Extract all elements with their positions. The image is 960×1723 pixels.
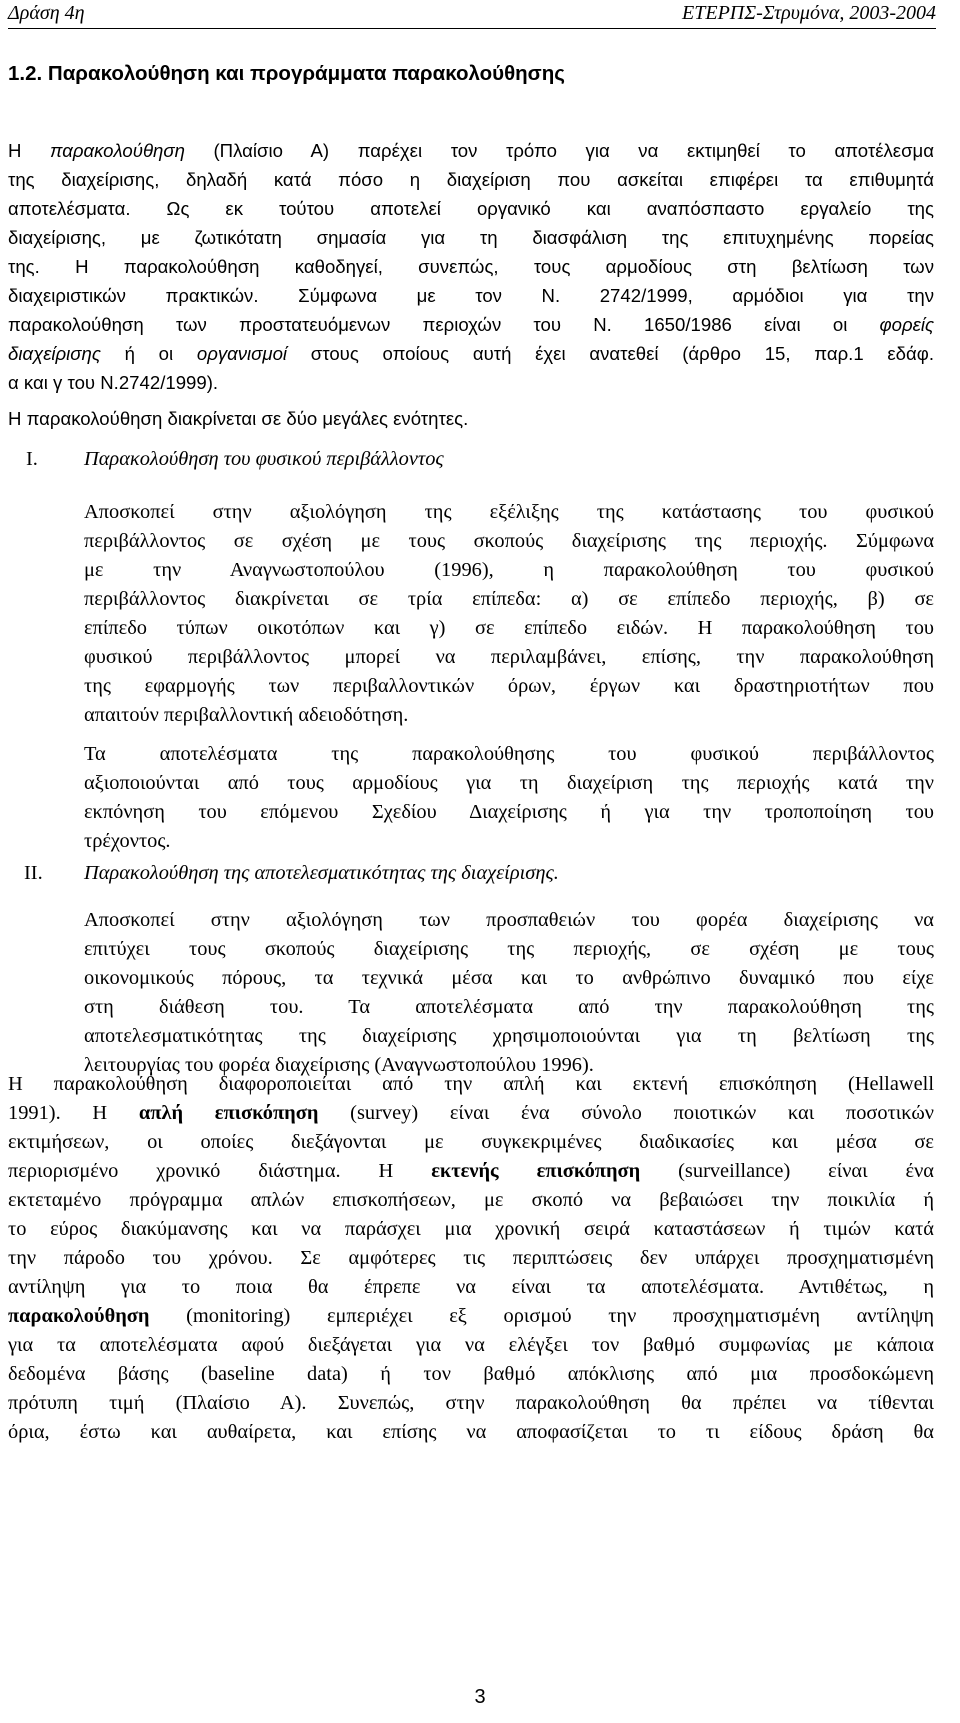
division-sentence <box>8 404 934 433</box>
text-line: της εφαρμογής των περιβαλλοντικών όρων, έργων και δραστηριοτήτων που <box>84 675 934 697</box>
header-left-text: Δράση 4η <box>8 2 85 24</box>
page-number: 3 <box>474 1686 486 1708</box>
intro-paragraph <box>8 136 934 397</box>
text-line <box>8 1302 934 1331</box>
text-line <box>8 310 934 339</box>
text-run: Η <box>8 140 51 161</box>
text-line <box>8 1389 934 1418</box>
text-line <box>8 1186 934 1215</box>
text-line: με την Αναγνωστοπούλου (1996), η παρακολούθηση του φυσικού <box>84 559 934 581</box>
running-header <box>8 0 936 29</box>
header-right-text: ΕΤΕΡΠΣ-Στρυμόνα, 2003-2004 <box>682 2 936 24</box>
text-run: διαχειριστικών πρακτικών. Σύμφωνα με τον Ν. 2742/1999, αρμόδιοι για την <box>8 285 934 306</box>
text-line <box>8 1273 934 1302</box>
text-line: στη διάθεση του. Τα αποτελέσματα από την παρακολούθηση της <box>84 996 934 1018</box>
text-line: επίπεδο τύπων οικοτόπων και γ) σε επίπεδο ειδών. Η παρακολούθηση του <box>84 617 934 639</box>
text-run: εκτιμήσεων, οι οποίες διεξάγονται με συγκεκριμένες διαδικασίες και μέσα σε <box>8 1131 934 1153</box>
text-line: εκπόνηση του επόμενου Σχεδίου Διαχείρισης ή για την τροποποίηση του <box>84 801 934 823</box>
text-run: (surveillance) είναι ένα <box>640 1160 934 1182</box>
text-run: 1991). Η <box>8 1102 139 1124</box>
text-run: (monitoring) εμπεριέχει εξ ορισμού την προσχηματισμένη αντίληψη <box>149 1305 934 1327</box>
text-line <box>8 1418 934 1447</box>
text-line <box>8 1099 934 1128</box>
text-line: αξιοποιούνται από τους αρμοδίους για τη διαχείριση της περιοχής κατά την <box>84 772 934 794</box>
text-run: της διαχείρισης, δηλαδή κατά πόσο η διαχείριση που ασκείται επιφέρει τα επιθυμητά <box>8 169 934 190</box>
text-line <box>8 1157 934 1186</box>
text-line <box>8 1244 934 1273</box>
text-line: φυσικού περιβάλλοντος μπορεί να περιλαμβάνει, επίσης, την παρακολούθηση <box>84 646 934 668</box>
text-line <box>8 223 934 252</box>
text-run: εκτεταμένο πρόγραμμα απλών επισκοπήσεων, με σκοπό να βεβαιώσει την ποικιλία ή <box>8 1189 934 1211</box>
text-run: ή οι <box>100 343 197 364</box>
italic-term: διαχείρισης <box>8 343 101 364</box>
text-line: απαιτούν περιβαλλοντική αδειοδότηση. <box>84 704 409 726</box>
text-line: Τα αποτελέσματα της παρακολούθησης του φυσικού περιβάλλοντος <box>84 743 934 765</box>
text-line <box>8 136 934 165</box>
text-line: Αποσκοπεί στην αξιολόγηση της εξέλιξης της κατάστασης του φυσικού <box>84 501 934 523</box>
section-ii-title: Παρακολούθηση της αποτελεσματικότητας της διαχείρισης. <box>84 862 559 884</box>
text-run: (survey) είναι ένα σύνολο ποιοτικών και ποσοτικών <box>318 1102 935 1124</box>
text-line: λειτουργίας του φορέα διαχείρισης (Αναγνωστοπούλου 1996). <box>84 1054 594 1076</box>
text-line <box>8 1215 934 1244</box>
text-run: πρότυπη τιμή (Πλαίσιο Α). Συνεπώς, στην παρακολούθηση θα πρέπει να τίθενται <box>8 1392 934 1414</box>
italic-term: οργανισμοί <box>196 343 288 364</box>
text-line: επιτύχει τους σκοπούς διαχείρισης της περιοχής, σε σχέση με τους <box>84 938 934 960</box>
text-run: δεδομένα βάσης (baseline data) ή τον βαθμό απόκλισης από μια προσδοκώμενη <box>8 1363 934 1385</box>
text-line: περιβάλλοντος σε σχέση με τους σκοπούς διαχείρισης της περιοχής. Σύμφωνα <box>84 530 934 552</box>
bold-term: εκτενής επισκόπηση <box>431 1160 641 1182</box>
text-run: αντίληψη για το ποια θα έπρεπε να είναι τα αποτελέσματα. Αντιθέτως, η <box>8 1276 934 1298</box>
text-run: στους οποίους αυτή έχει ανατεθεί (άρθρο 15, παρ.1 εδάφ. <box>287 343 935 364</box>
text-run: Η παρακολούθηση διαφοροποιείται από την απλή και εκτενή επισκόπηση (Hellawell <box>8 1073 934 1095</box>
division-sentence-text: Η παρακολούθηση διακρίνεται σε δύο μεγάλες ενότητες. <box>8 408 469 429</box>
section-i-numeral: I. <box>26 448 38 470</box>
text-line <box>8 1331 934 1360</box>
text-line <box>8 1128 934 1157</box>
text-line: αποτελεσματικότητας της διαχείρισης χρησιμοποιούνται για τη βελτίωση της <box>84 1025 934 1047</box>
text-line <box>8 368 934 397</box>
text-run: το εύρος διακύμανσης και να παράσχει μια χρονική σειρά καταστάσεων ή τιμών κατά <box>8 1218 934 1240</box>
bold-term: παρακολούθηση <box>8 1305 150 1327</box>
text-line <box>8 1360 934 1389</box>
text-line <box>8 339 934 368</box>
text-run: της. Η παρακολούθηση καθοδηγεί, συνεπώς, τους αρμοδίους στη βελτίωση των <box>8 256 934 277</box>
text-line: τρέχοντος. <box>84 830 171 852</box>
text-run: για τα αποτελέσματα αφού διεξάγεται για να ελέγξει τον βαθμό συμφωνίας με κάποια <box>8 1334 934 1356</box>
text-run: διαχείρισης, με ζωτικότατη σημασία για τη διασφάλιση της επιτυχημένης πορείας <box>8 227 934 248</box>
text-line <box>8 252 934 281</box>
italic-term: φορείς <box>879 314 934 335</box>
text-line <box>8 1070 934 1099</box>
closing-paragraph <box>8 1070 934 1447</box>
text-line <box>8 281 934 310</box>
text-run: την πάροδο του χρόνου. Σε αμφότερες τις περιπτώσεις δεν υπάρχει προσχηματισμένη <box>8 1247 934 1269</box>
section-heading: 1.2. Παρακολούθηση και προγράμματα παρακολούθησης <box>8 62 565 85</box>
text-line: Αποσκοπεί στην αξιολόγηση των προσπαθειών του φορέα διαχείρισης να <box>84 909 934 931</box>
text-run: αποτελέσματα. Ως εκ τούτου αποτελεί οργανικό και αναπόσπαστο εργαλείο της <box>8 198 934 219</box>
text-line <box>8 165 934 194</box>
text-run: παρακολούθηση των προστατευόμενων περιοχών του Ν. 1650/1986 είναι οι <box>8 314 880 335</box>
bold-term: απλή επισκόπηση <box>138 1102 319 1124</box>
text-run: (Πλαίσιο Α) παρέχει τον τρόπο για να εκτιμηθεί το αποτέλεσμα <box>184 140 935 161</box>
section-i-paragraph-2 <box>84 740 934 856</box>
text-line: περιβάλλοντος διακρίνεται σε τρία επίπεδα: α) σε επίπεδο περιοχής, β) σε <box>84 588 934 610</box>
text-run: περιορισμένο χρονικό διάστημα. Η <box>8 1160 432 1182</box>
text-run: όρια, έστω και αυθαίρετα, και επίσης να αποφασίζεται το τι είδους δράση θα <box>8 1421 934 1443</box>
section-ii-paragraph-1 <box>84 906 934 1080</box>
section-ii-numeral: II. <box>24 862 43 884</box>
section-i-paragraph-1 <box>84 498 934 730</box>
section-i-title: Παρακολούθηση του φυσικού περιβάλλοντος <box>84 448 444 470</box>
text-line <box>8 194 934 223</box>
italic-term: παρακολούθηση <box>50 140 185 161</box>
text-run: α και γ του Ν.2742/1999). <box>8 372 219 393</box>
text-line: οικονομικούς πόρους, τα τεχνικά μέσα και το ανθρώπινο δυναμικό που είχε <box>84 967 934 989</box>
